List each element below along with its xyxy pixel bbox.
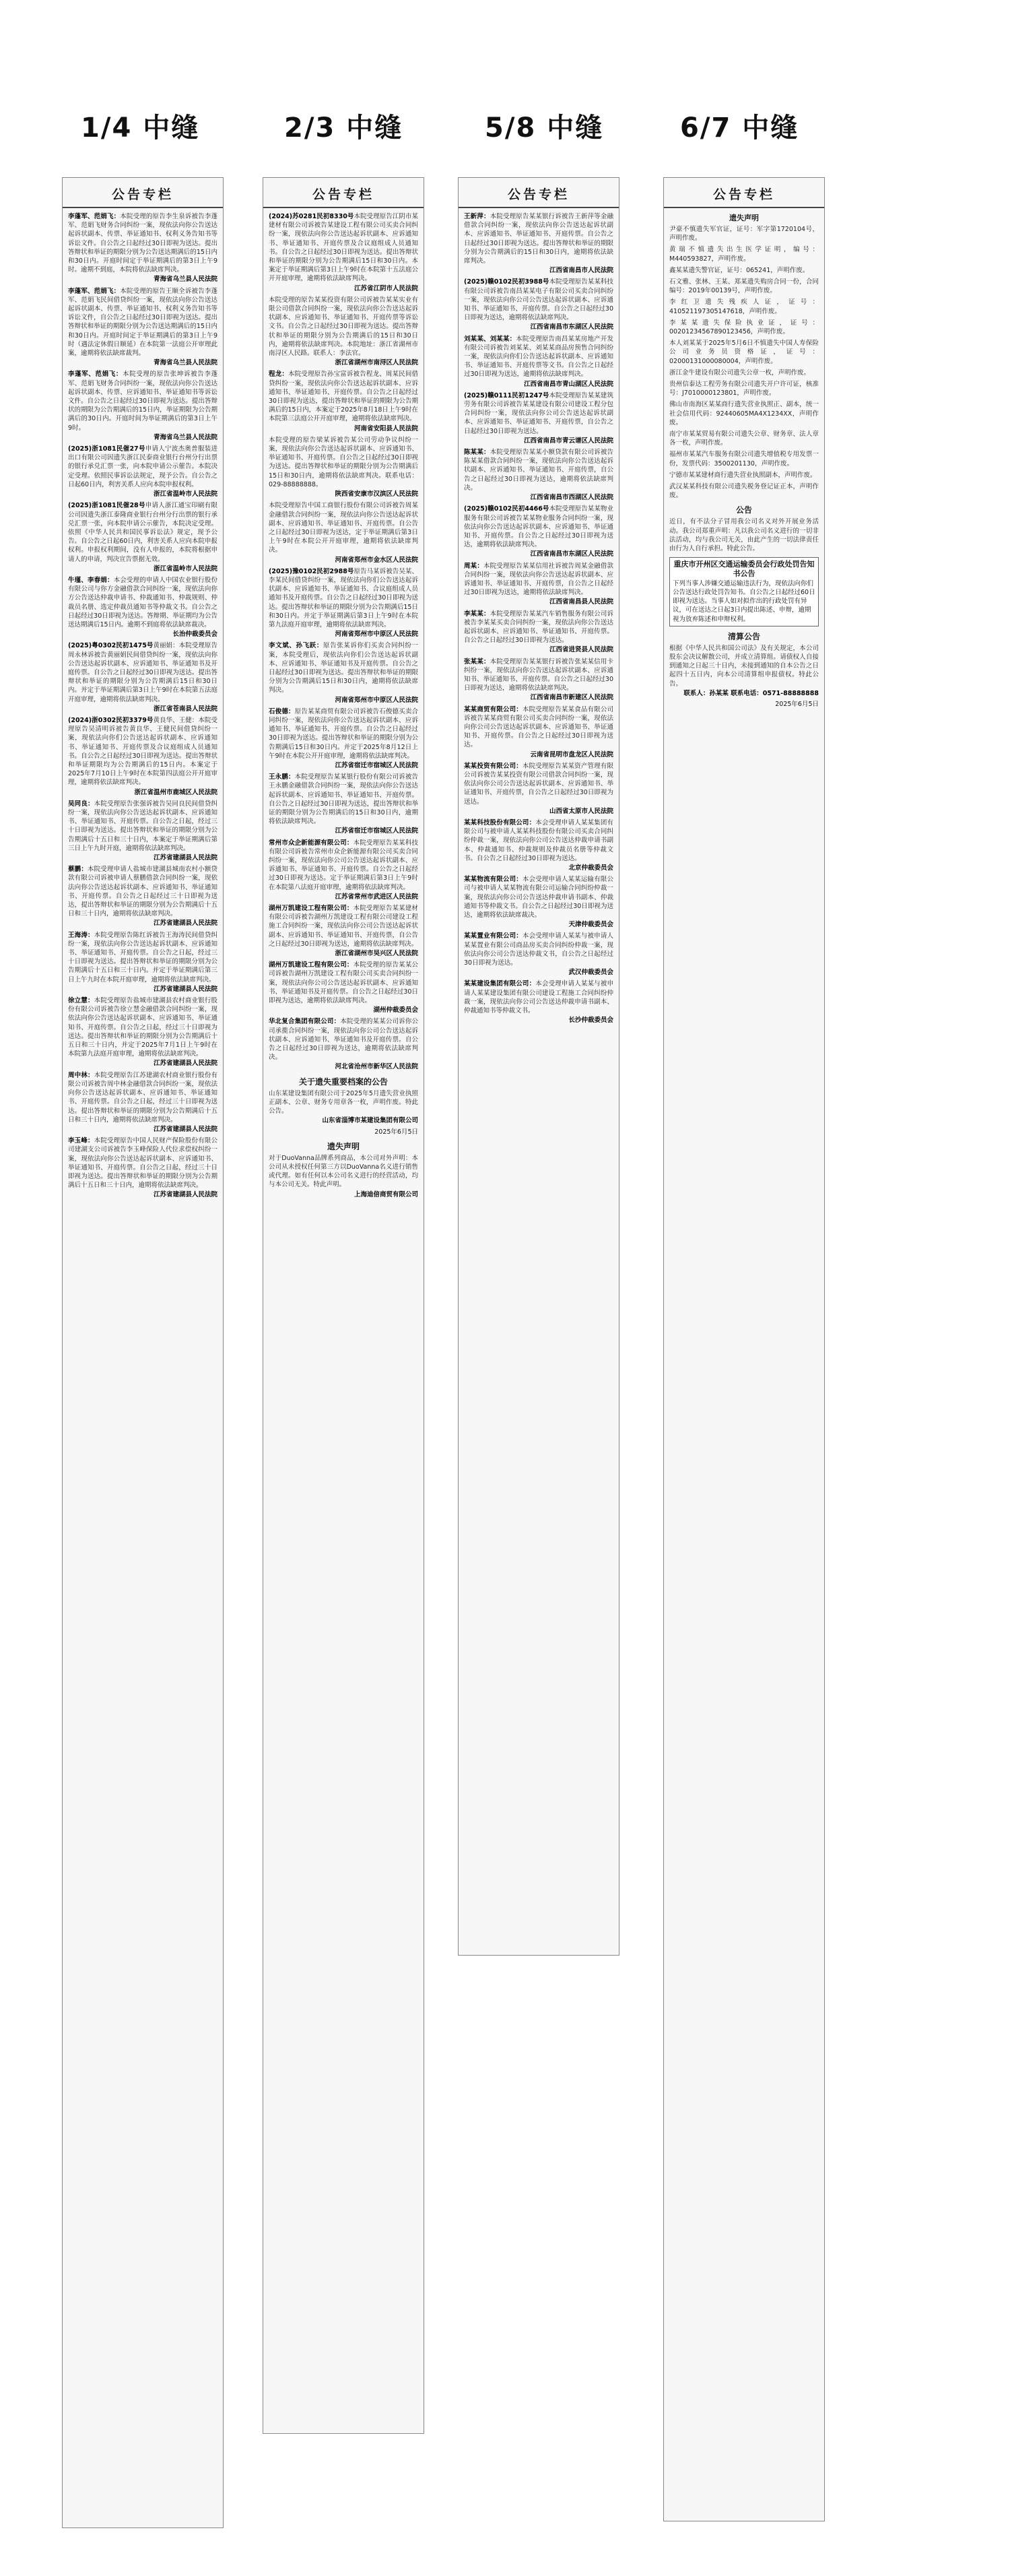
notice-signature: 陕西省安康市汉滨区人民法院: [335, 490, 418, 498]
notice-item: [669, 245, 819, 263]
notice-signature: 浙江省湖州市吴兴区人民法院: [335, 950, 418, 958]
notice-item: [269, 1017, 418, 1071]
notice-text: [269, 296, 418, 358]
notice-list: [669, 225, 819, 500]
declaration-body: 对于DuoVanna品牌系列商品，本公司对外声明：本公司从未授权任何第三方以DuoVanna名义进行销售或代理。如有任何以本公司名义进行的经营活动，均与本公司无关。特此声明。: [269, 1154, 418, 1189]
notice-signature: 江西省南昌市西湖区人民法院: [530, 494, 613, 502]
notice-title: (2025)赣0111民初1247号: [464, 391, 549, 399]
notice-item: [68, 865, 217, 928]
declaration-notice: [269, 1140, 418, 1199]
notice-text: [68, 576, 217, 629]
notice-item: [669, 278, 819, 295]
notice-body: 本院受理原告某某建筑劳务有限公司诉被告某某建设有限公司建设工程分包合同纠纷一案，现依法向你公司公告送达起诉状副本、应诉通知书、举证通知书、开庭传票，自公告之日起经过30日即视为送达。: [464, 391, 613, 435]
notice-title: 徐立慧：: [68, 997, 94, 1005]
special-notice-sign: 山东省淄博市某建设集团有限公司: [322, 1117, 418, 1125]
notice-list: [68, 212, 217, 1200]
notice-title: 湖州万凯建设工程有限公司：: [269, 961, 354, 969]
notice-signature: 青海省乌兰县人民法院: [153, 276, 217, 284]
notice-item: [269, 839, 418, 901]
notice-item: [68, 996, 217, 1068]
page-heading-4: 6/7 中缝: [680, 112, 799, 143]
notice-body: 本院受理原告某某物业服务有限公司诉被告某某物业服务合同纠纷一案，现依法向你公告送达起诉状副本、应诉通知书、举证通知书、开庭传票。自公告之日起经过30日即视为送达，逾期将依法缺席判决。: [464, 505, 613, 549]
notice-text: [669, 298, 819, 315]
notice-body: 原告张某诉你们买卖合同纠纷一案，本院受理后，现依法向你们公告送达起诉状副本、应诉通知书、举证通知书及开庭传票。自公告之日起经过30日即视为送达。提出答辩状和举证的期限分别为公告期满后15日和30日内，逾期将依法缺席判决。: [269, 642, 418, 695]
notice-body: 本院受理原告中国人民财产保险股份有限公司建湖支公司诉被告李玉峰保险人代位求偿权纠纷一案，现依法向你公告送达起诉状副本、应诉通知书、举证通知书、开庭传票。自公告之日起，经过三十日即视为送达。提出答辩状和举证的期限分别为公告期满后十五日和三十日内，逾期将依法缺席判决。: [68, 1137, 217, 1190]
declaration-title: 遗失声明: [327, 1141, 360, 1151]
notice-item: [669, 450, 819, 468]
notice-body: 福州市某某汽车服务有限公司遗失增值税专用发票一份，发票代码：3500201130，声明作废。: [669, 451, 819, 468]
notice-item: [464, 818, 613, 872]
notice-signature: 青海省乌兰县人民法院: [153, 433, 217, 441]
notice-text: [464, 562, 613, 598]
page-heading-1: 1/4 中缝: [81, 112, 200, 143]
notice-text: [68, 800, 217, 853]
notice-item: [669, 298, 819, 315]
notice-signature: 江苏省建湖县人民法院: [153, 1125, 217, 1133]
notice-text: [68, 716, 217, 787]
notice-body: 本院受理原告某某食品有限公司诉被告某某商贸有限公司买卖合同纠纷一案，现依法向你公司公告送达起诉状副本、应诉通知书、举证通知书、开庭传票。自公告之日起经过30日即视为送达。: [464, 705, 613, 749]
notice-title: (2024)浙0302民初3379号: [68, 716, 154, 724]
notice-signature: 云南省昆明市盘龙区人民法院: [530, 750, 613, 759]
notice-body: 贵州信泰达工程劳务有限公司遗失开户许可证，核准号：J7010000123801，声明作废。: [669, 381, 819, 397]
notice-signature: 浙江省湖州市南浔区人民法院: [335, 359, 418, 367]
notice-column-1: [62, 177, 224, 2528]
column-header: 公告专栏: [63, 182, 223, 208]
notice-title: 王永鹏：: [269, 773, 295, 781]
notice-item: [68, 501, 217, 573]
notice-item: [68, 287, 217, 368]
notice-body: 本院受理原告江苏建湖农村商业银行股份有限公司诉被告周中林金融借款合同纠纷一案，现依法向你公告送达起诉状副本、应诉通知书、举证通知书、开庭传票。自公告之日起，经过三十日即视为送达。提出答辩状和举证的期限分别为公告期满后十五日和三十日内，逾期将依法缺席判决。: [68, 1071, 217, 1124]
notice-body: 本会受理的申请人中国农业银行股份有限公司与你方金融借款合同纠纷一案，现依法向你方公告送达仲裁申请书、仲裁通知书、仲裁规则、仲裁员名册、选定仲裁员通知书等仲裁文书。自公告之日起经过30日即视为送达。答辩期、举证期均为公告送达期满后15日内。逾期不到庭将依法缺席裁决。: [68, 576, 217, 629]
notice-item: [464, 278, 613, 331]
notice-text: [464, 932, 613, 967]
special-notice-title: 关于遗失重要档案的公告: [298, 1076, 388, 1087]
notice-signature: 江苏省建湖县人民法院: [153, 854, 217, 862]
notice-body: 浙江金牛建设有限公司遗失公章一枚，声明作废。: [669, 368, 811, 377]
notice-title: 程龙：: [269, 371, 288, 379]
notice-item: [68, 641, 217, 713]
notice-title: 某某科技股份有限公司：: [464, 819, 536, 827]
notice-item: [669, 319, 819, 336]
notice-title: 李蓬军、范娟飞：: [68, 213, 121, 220]
notice-title: 李某某：: [464, 610, 490, 618]
notice-list: [269, 212, 418, 1072]
notice-body: 本院受理的原告张坤诉被告李蓬军、范娟飞财务合同纠纷一案，现依法向你公告送达起诉状副本、传票、应诉通知书、举证通知书等诉讼文件。自公告之日起经过30日即视为送达。提出答辩状的期限为公告期满后的15日内，举证期限为公告期满后的30日内。开庭时间为举证期满后的第3日上午9时。: [68, 371, 217, 432]
notice-item: [464, 335, 613, 389]
column-header: 公告专栏: [664, 182, 824, 208]
lost-notice-subhead: 遗失声明: [729, 214, 759, 222]
notice-item: [68, 1136, 217, 1199]
notice-body: 本院受理原告孙宝富诉被告程龙、周某民间借贷纠纷一案，现依法向你公告送达起诉状副本、应诉通知书、举证通知书、开庭传票。自公告之日起经过30日即视为送达，提出答辩状和举证的期限为公告期满后的15日内，本案定于2025年8月18日上午9时在本院第三法庭公开开庭审理，逾期将依法缺席判决。: [269, 371, 418, 423]
page-heading-2: 2/3 中缝: [284, 112, 403, 143]
notice-body: 黄良华、王健：本院受理原告吴清明诉被告黄良华、王健民间借贷纠纷一案，现依法向你们公告送达起诉状副本、应诉通知书、举证通知书、开庭传票及合议庭组成人员通知书。自公告之日起经过30日即视为送达。提出答辩状和举证期限均为公告期满后的15日内。本案定于2025年7月10日上午9时在本院第四法庭公开开庭审理，逾期将依法缺席判决。: [68, 716, 217, 787]
notice-body: 本院受理原告盐城市建湖县农村商业银行股份有限公司诉被告徐立慧金融借款合同纠纷一案，现依法向你公告送达起诉状副本、应诉通知书、举证通知书、开庭传票。自公告之日起，经过三十日即视为送达。提出答辩状和举证的期限分别为公告期满后十五日和三十日内，并定于2025年7月1日上午9时在本院第九法庭开庭审理，逾期将依法缺席判决。: [68, 997, 217, 1058]
notice-column-3: [458, 177, 619, 1956]
notice-body: 申请人宁波杰奥普服装进出口有限公司因遗失浙江民泰商业银行台州分行出票的银行承兑汇票一张，向本院申请公示催告。本院决定受理。依照民事诉讼法规定，现予公告。自公告之日起60日内，利害关系人应向本院申报权利。: [68, 445, 217, 488]
notice-text: [669, 278, 819, 295]
notice-signature: 江苏省宿迁市宿城区人民法院: [335, 827, 418, 835]
notice-item: [669, 339, 819, 366]
notice-text: [464, 657, 613, 693]
notice-body: 本院受理原告某某小额贷款有限公司诉被告陈某某借款合同纠纷一案，现依法向你公告送达起诉状副本、应诉通知书、举证通知书、开庭传票，自公告之日起经过30日即视为送达，逾期将依法缺席判决。: [464, 449, 613, 492]
notice-text: [464, 875, 613, 920]
notice-item: [269, 641, 418, 704]
notice-item: [68, 716, 217, 797]
notice-title: (2025)粤0302民初1475号: [68, 642, 154, 650]
notice-item: [269, 436, 418, 498]
notice-signature: 江苏省江阴市人民法院: [354, 284, 418, 292]
notice-item: [464, 979, 613, 1025]
notice-text: [68, 287, 217, 358]
notice-item: [669, 380, 819, 397]
notice-text: [464, 212, 613, 265]
notice-body: 本人刘某某于2025年5月6日不慎遗失中国人寿保险公司业务员资格证，证号：02000131000080004，声明作废。: [669, 340, 819, 365]
notice-text: [669, 430, 819, 447]
notice-title: 蔡鹏：: [68, 866, 88, 874]
announcement: [669, 504, 819, 553]
notice-item: [68, 931, 217, 994]
notice-signature: 江西省南昌市青山湖区人民法院: [523, 380, 613, 388]
notice-body: 石文雅、张林、王某、郑某遗失购房合同一份，合同编号：2019年00139号，声明作废。: [669, 278, 819, 295]
notice-body: 本会受理申请人某某运输有限公司与被申请人某某物流有限公司运输合同纠纷仲裁一案，现依法向你公司公告送达仲裁申请书副本、仲裁通知书等仲裁文书。自公告之日起经过30日即视为送达，逾期将依法缺席裁决。: [464, 876, 613, 920]
notice-item: [269, 296, 418, 368]
notice-signature: 河南省安阳县人民法院: [354, 424, 418, 432]
declaration-sign: 上海迪倍商贸有限公司: [354, 1190, 418, 1198]
notice-body: 本院受理原告某某信用社诉被告周某金融借款合同纠纷一案，现依法向你公告送达起诉状副本、应诉通知书、举证通知书、开庭传票，自公告之日起经过30日即视为送达，逾期将依法缺席判决。: [464, 562, 613, 597]
notice-title: 李蓬军、范娟飞：: [68, 287, 121, 295]
notice-body: 李某某遗失保险执业证，证号：00201234567890123456，声明作废。: [669, 319, 819, 336]
notice-item: [464, 505, 613, 558]
notice-title: (2025)赣0102民初4466号: [464, 505, 549, 513]
notice-signature: 山西省太原市人民法院: [549, 807, 613, 815]
notice-signature: 浙江省温岭市人民法院: [153, 565, 217, 573]
notice-body: 本院受理原告某某银行股份有限公司诉被告王永鹏金融借款合同纠纷一案，现依法向你公告送达起诉状副本、应诉通知书、举证通知书、开庭传票。自公告之日起经过30日即视为送达，提出答辩状和举证的期限分别为公告期满后的15日和30日内，逾期将依法缺席判决。: [269, 773, 418, 826]
notice-body: 本院受理原告某某资产管理有限公司诉被告某某投资有限公司借款合同纠纷一案，现依法向你公司公告送达起诉状副本、应诉通知书、举证通知书、开庭传票，自公告之日起经过30日即视为送达。: [464, 762, 613, 806]
notice-item: [269, 567, 418, 639]
notice-text: [269, 567, 418, 629]
notice-signature: 长治仲裁委员会: [172, 631, 217, 639]
notice-signature: 江苏省建湖县人民法院: [153, 985, 217, 993]
notice-text: [269, 641, 418, 695]
notice-body: 本院受理原告江阴市某建材有限公司诉被告某建设工程有限公司买卖合同纠纷一案，现依法向你公告送达起诉状副本、应诉通知书、举证通知书、开庭传票及合议庭组成人员通知书。自公告之日起经过30日即视为送达。提出答辩状和举证的期限分别为公告期满后15日和30日内。本案定于举证期满后第3日上午9时在本院第十五法庭公开开庭审理，逾期将依法缺席判决。: [269, 213, 418, 283]
notice-signature: 浙江省温州市鹿城区人民法院: [134, 788, 217, 796]
special-notice: [269, 1076, 418, 1136]
notice-text: [464, 505, 613, 549]
notice-text: [269, 370, 418, 423]
notice-item: [68, 800, 217, 862]
notice-title: 王新萍：: [464, 213, 490, 220]
notice-title: 某某置业有限公司：: [464, 932, 523, 940]
notice-signature: 河南省郑州市中原区人民法院: [335, 696, 418, 704]
notice-title: (2025)浙1081民催27号: [68, 445, 145, 453]
notice-body: 黄瑞不慎遗失出生医学证明，编号：M440593827，声明作废。: [669, 246, 819, 263]
notice-item: [464, 610, 613, 655]
notice-item: [68, 370, 217, 442]
notice-title: 湖州万凯建设工程有限公司：: [269, 905, 354, 913]
notice-signature: 青海省乌兰县人民法院: [153, 359, 217, 367]
notice-title: 王海涛：: [68, 931, 94, 939]
notice-item: [269, 773, 418, 835]
notice-text: [669, 471, 819, 480]
notice-item: [269, 904, 418, 958]
notice-body: 本院受理的某某公司诉你公司承揽合同纠纷一案，现依法向你公司公告送达起诉状副本、应诉通知书、举证通知书及开庭传票。自公告之日起经过30日即视为送达，逾期将依法缺席判决。: [269, 1018, 418, 1062]
notice-body: 本院受理原告南昌某某房地产开发有限公司诉被告刘某某、刘某某商品房预售合同纠纷一案，现依法向你们公告送达起诉状副本、应诉通知书、举证通知书、开庭传票等文书。自公告之日起经过30日即视为送达，逾期将依法缺席判决。: [464, 335, 613, 379]
notice-item: [669, 482, 819, 500]
notice-body: 本院受理的原告梁某诉被告某公司劳动争议纠纷一案，现依法向你公告送达起诉状副本、应诉通知书、举证通知书、开庭传票。自公告之日起经过30日即视为送达。提出答辩状和举证的期限分别为公告期满后15日和30日内，逾期将依法缺席判决。联系电话：029-88888888。: [269, 436, 418, 488]
page-heading-3: 5/8 中缝: [485, 112, 604, 143]
liquidation-date: 2025年6月5日: [775, 700, 819, 708]
liquidation-sign: 联系人：孙某某 联系电话：0571-88888888: [683, 689, 819, 697]
liquidation-body: 根据《中华人民共和国公司法》及有关规定，本公司股东会决议解散公司，并成立清算组。请债权人自接到通知之日起三十日内，未接到通知的自本公告之日起四十五日内，向本公司清算组申报债权。特此公告。: [669, 644, 819, 688]
notice-body: 本院受理原告张强诉被告吴同良民间借贷纠纷一案，现依法向你公告送达起诉状副本、应诉通知书、举证通知书、开庭传票。自公告之日起，经过三十日即视为送达。提出答辩状和举证的期限分别为公告期满后十五日和三十日内，本案定于举证期满后第三日上午九时开庭，逾期将依法缺席判决。: [68, 800, 217, 852]
announcement-body: 近日，有不法分子冒用我公司名义对外开展业务活动。我公司郑重声明：凡以我公司名义进行的一切非法活动，均与我公司无关，由此产生的一切法律责任由行为人自行承担。特此公告。: [669, 518, 819, 553]
notice-signature: 江西省南昌市新建区人民法院: [530, 694, 613, 702]
notice-item: [464, 705, 613, 759]
notice-body: 本院受理的原告某某公司诉被告湖州万凯建设工程有限公司买卖合同纠纷一案，现依法向你公司公告送达起诉状副本、应诉通知书、举证通知书及开庭传票。自公告之日起经过30日即视为送达，逾期将依法缺席判决。: [269, 961, 418, 1005]
notice-item: [68, 212, 217, 284]
notice-text: [669, 380, 819, 397]
notice-title: 石俊德：: [269, 707, 295, 715]
notice-title: 李文斌、孙飞跃：: [269, 642, 323, 650]
notice-body: 李红卫遗失残疾人证，证号：410521197305147618，声明作废。: [669, 298, 819, 315]
notice-signature: 江西省南昌市青云谱区人民法院: [523, 437, 613, 445]
notice-title: 华北复合集团有限公司：: [269, 1018, 341, 1026]
notice-text: [669, 450, 819, 468]
notice-text: [269, 707, 418, 761]
notice-title: (2025)浙1081民催28号: [68, 502, 145, 510]
notice-text: [669, 245, 819, 263]
notice-text: [68, 212, 217, 274]
announcement-title: 公告: [735, 505, 752, 515]
notice-title: 张某某：: [464, 657, 490, 666]
notice-text: [68, 370, 217, 432]
notice-signature: 河南省郑州市金水区人民法院: [335, 556, 418, 564]
notice-signature: 河南省郑州市中原区人民法院: [335, 631, 418, 639]
notice-body: 本院受理原告某某科技有限公司诉被告常州市众企新能源有限公司买卖合同纠纷一案，现依法向你公司公告送达起诉状副本、应诉通知书、举证通知书、开庭传票。自公告之日起经过30日即视为送达。定于举证期满后第3日上午9时在本院第八法庭开庭审理，逾期将依法缺席判决。: [269, 839, 418, 891]
notice-item: [464, 212, 613, 275]
notice-body: 黄丽娟：本院受理原告周永林诉被告黄丽娟民间借贷纠纷一案，现依法向你公告送达起诉状副本、应诉通知书、举证通知书及开庭传票。自公告之日起经过30日即视为送达。提出答辩状和举证的期限分别为公告期满后15日和30日内。并定于举证期满后第3日上午9时在本院第五法庭开庭审理，逾期将依法缺席判决。: [68, 642, 217, 703]
notice-item: [464, 562, 613, 607]
notice-body: 宁德市某某建材商行遗失营业执照副本，声明作废。: [669, 471, 817, 479]
notice-text: [269, 212, 418, 284]
notice-item: [669, 430, 819, 447]
notice-text: [68, 865, 217, 918]
notice-text: [68, 996, 217, 1058]
notice-column-4: [663, 177, 825, 2521]
notice-signature: 江西省南昌市东湖区人民法院: [530, 323, 613, 331]
notice-text: [669, 319, 819, 336]
notice-item: [68, 445, 217, 498]
notice-item: [269, 501, 418, 564]
notice-body: 本院受理原告某某银行诉被告王新萍等金融借款合同纠纷一案，现依法向你公告送达起诉状副本、应诉通知书、举证通知书、开庭传票。自公告之日起经过30日即视为送达。提出答辩状和举证的期限分别为公告期满后的15日和30日内，逾期将依法缺席判决。: [464, 213, 613, 265]
notice-signature: 长沙仲裁委员会: [568, 1017, 613, 1025]
notice-text: [464, 278, 613, 322]
notice-text: [269, 904, 418, 948]
boxed-notice: [669, 557, 819, 626]
notice-item: [669, 471, 819, 480]
notice-title: (2024)苏0281民初8330号: [269, 213, 354, 220]
notice-body: 本院受理原告某某银行诉被告张某某信用卡纠纷一案，现依法向你公告送达起诉状副本、应诉通知书、举证通知书、开庭传票。自公告之日起经过30日即视为送达，逾期将依法缺席判决。: [464, 657, 613, 693]
notice-title: (2025)豫0102民初2988号: [269, 567, 354, 575]
notice-body: 鑫某某遗失警官证，证号：065241，声明作废。: [669, 266, 809, 274]
notice-signature: 江西省南昌市人民法院: [549, 267, 613, 275]
notice-item: [669, 225, 819, 243]
notice-body: 南宁市某某贸易有限公司遗失公章、财务章、法人章各一枚，声明作废。: [669, 430, 819, 447]
notice-title: 某某商贸有限公司：: [464, 705, 523, 713]
notice-item: [464, 762, 613, 816]
notice-item: [464, 391, 613, 445]
notice-title: 陈某某：: [464, 449, 490, 457]
notice-item: [464, 875, 613, 929]
notice-column-2: [263, 177, 424, 2434]
notice-item: [669, 368, 819, 377]
notice-body: 本院受理申请人盐城市建湖县城南农村小额贷款有限公司诉被申请人蔡鹏借款合同纠纷一案，现依法向你公告送达起诉状副本、应诉通知书、举证通知书、开庭传票。自公告之日起经过三十日即视为送达，提出答辩状和举证的期限分别为公告期满后十五日和三十日内，逾期将依法缺席判决。: [68, 866, 217, 918]
notice-signature: 江苏省建湖县人民法院: [153, 920, 217, 928]
notice-signature: 天津仲裁委员会: [568, 921, 613, 929]
notice-title: 周中林：: [68, 1071, 94, 1079]
notice-item: [269, 370, 418, 432]
notice-item: [68, 1071, 217, 1134]
notice-signature: 河北省沧州市新华区人民法院: [335, 1063, 418, 1071]
notice-body: 佛山市南海区某某商行遗失营业执照正、副本，统一社会信用代码：92440605MA4X1234XX，声明作废。: [669, 401, 819, 426]
notice-item: [269, 961, 418, 1015]
notice-body: 本会受理申请人某某集团有限公司与被申请人某某科技股份有限公司买卖合同纠纷仲裁一案，现依法向你公司公告送达仲裁申请书副本、仲裁通知书、仲裁规则及仲裁员名册等仲裁文书。自公告之日起经过30日即视为送达。: [464, 819, 613, 862]
notice-signature: 江西省进贤县人民法院: [549, 646, 613, 654]
notice-item: [669, 400, 819, 427]
notice-title: 吴同良：: [68, 800, 94, 808]
notice-title: 李蓬军、范娟飞：: [68, 371, 123, 379]
notice-body: 尹豪不慎遗失军官证，证号：军字第1720104号，声明作废。: [669, 226, 819, 243]
notice-item: [269, 707, 418, 770]
notice-text: [269, 1017, 418, 1062]
notice-list: [464, 212, 613, 1025]
notice-text: [68, 931, 217, 984]
notice-body: 本会受理申请人某某与被申请人某某置业有限公司商品房买卖合同纠纷仲裁一案，现依法向你公司公告送达仲裁文书，自公告之日起经过30日即视为送达。: [464, 932, 613, 967]
notice-item: [464, 448, 613, 502]
notice-text: [269, 839, 418, 892]
notice-body: 本院受理原告某某科技有限公司诉被告南昌某某电子有限公司买卖合同纠纷一案，现依法向你公司公告送达起诉状副本、应诉通知书、举证通知书、开庭传票。自公告之日起经过30日即视为送达，逾期将依法缺席判决。: [464, 278, 613, 322]
notice-title: 常州市众企新能源有限公司：: [269, 839, 354, 847]
notice-title: 刘某某、刘某某：: [464, 335, 516, 343]
notice-signature: 江苏省宿迁市宿城区人民法院: [335, 761, 418, 769]
notice-body: 原告某某商贸有限公司诉被告石俊德买卖合同纠纷一案，现依法向你公告送达起诉状副本、应诉通知书、举证通知书、开庭传票。自公告之日起经过30日即视为送达。提出答辩状和举证的期限分别为公告期满后15日和30日内。并定于2025年8月12日上午9时在本院公开开庭审理，逾期将依法缺席判决。: [269, 707, 418, 760]
notice-title: 某某投资有限公司：: [464, 762, 523, 770]
notice-signature: 湖州仲裁委员会: [373, 1006, 418, 1015]
notice-body: 申请人浙江通宝印刷有限公司因遗失浙江泰隆商业银行台州分行出票的银行承兑汇票一张，向本院申请公示催告，本院决定受理。依照《中华人民共和国民事诉讼法》规定，现予公告。自公告之日起60日内，利害关系人应向本院申报权利。申报权利期间，没有人申报的，本院将根据申请人的申请，判决宣告票据无效。: [68, 502, 217, 563]
special-notice-date: 2025年6月5日: [374, 1128, 418, 1136]
notice-text: [464, 448, 613, 492]
notice-text: [68, 445, 217, 489]
notice-text: [669, 266, 819, 275]
notice-signature: 江西省南昌市东湖区人民法院: [530, 550, 613, 558]
column-header: 公告专栏: [263, 182, 424, 208]
liquidation-notice: [669, 631, 819, 709]
notice-signature: 江苏省建湖县人民法院: [153, 1191, 217, 1199]
notice-text: [669, 482, 819, 500]
notice-body: 本会受理申请人某某与被申请人某某建设集团有限公司建设工程施工合同纠纷仲裁一案，现依法向你公司公告送达仲裁申请书副本、仲裁通知书等仲裁文书。: [464, 980, 613, 1015]
notice-title: 某某物流有限公司：: [464, 876, 523, 884]
special-notice-body: 山东某建设集团有限公司于2025年5月遗失营业执照正副本、公章、财务专用章各一枚，声明作废。特此公告。: [269, 1089, 418, 1116]
liquidation-title: 清算公告: [727, 631, 760, 641]
column-header: 公告专栏: [459, 182, 619, 208]
boxed-notice-title: 重庆市开州区交通运输委员会行政处罚告知书公告: [673, 560, 815, 578]
notice-body: 本院受理的原告李生泉诉被告李蓬军、范娟飞财务合同纠纷一案，现依法向你公告送达起诉状副本、传票、举证通知书、权利义务告知书等诉讼文件。自公告之日起经过30日即视为送达。提出答辩状和举证的期限分别为公告送达期满后的15日内和30日内。开庭时间定于举证期满后的第3日上午9时。逾期不到庭，本院将依法缺席判决。: [68, 213, 217, 274]
notice-body: 本院受理的原告王顺全诉被告李蓬军、范娟飞民间借贷纠纷一案，现依法向你公告送达起诉状副本、传票、举证通知书、权利义务告知书等诉讼文件，自公告之日起经过30日即视为送达。提出答辩状和举证的期限分别为公告送达期满后的15日内和30日内。开庭时间定于举证期满后的第3日上午9时（遇法定休假日顺延）在本院第一法庭公开审理此案，逾期将依法缺席裁判。: [68, 287, 217, 358]
notice-body: 本院受理原告某某汽车销售服务有限公司诉被告李某某买卖合同纠纷一案，现依法向你公告送达起诉状副本、应诉通知书、举证通知书、开庭传票。自公告之日起经过30日即视为送达。: [464, 610, 613, 645]
notice-body: 本院受理原告中国工商银行股份有限公司诉被告周某金融借款合同纠纷一案，现依法向你公告送达起诉状副本、应诉通知书、举证通知书、开庭传票。自公告之日起经过30日即视为送达，定于举证期满后第3日上午9时在本院公开开庭审理，逾期将依法缺席判决。: [269, 502, 418, 554]
notice-signature: 武汉仲裁委员会: [568, 969, 613, 977]
boxed-notice-body: 下列当事人涉嫌交通运输违法行为，现依法向你们公告送达行政处罚告知书。自公告之日起经过60日即视为送达。当事人如对拟作出的行政处罚有异议，可在送达之日起3日内提出陈述、申辩，逾期视为放弃陈述和申辩权利。: [673, 579, 815, 623]
notice-signature: 江西省南昌县人民法院: [549, 598, 613, 606]
notice-item: [464, 657, 613, 703]
notice-title: (2025)赣0102民初3988号: [464, 278, 549, 286]
notice-text: [669, 339, 819, 366]
notice-text: [269, 961, 418, 1005]
notice-body: 原告马某诉被告吴某、李某民间借贷纠纷一案，现依法向你们公告送达起诉状副本、应诉通知书、举证通知书、合议庭组成人员通知书及开庭传票。自公告之日起经过30日即视为送达。提出答辩状和举证的期限分别为公告期满后15日和30日内。并定于举证期满后第3日上午9时在本院第九法庭开庭审理，逾期将依法缺席判决。: [269, 567, 418, 629]
notice-signature: 北京仲裁委员会: [568, 864, 613, 872]
notice-item: [669, 266, 819, 275]
notice-text: [68, 1071, 217, 1124]
notice-text: [669, 225, 819, 243]
notice-text: [269, 773, 418, 826]
notice-body: 武汉某某科技有限公司遗失税务登记证正本，声明作废。: [669, 483, 819, 500]
notice-item: [68, 576, 217, 639]
notice-text: [68, 641, 217, 703]
notice-signature: 江苏省建湖县人民法院: [153, 1060, 217, 1068]
notice-text: [464, 979, 613, 1015]
notice-text: [464, 762, 613, 806]
notice-item: [464, 932, 613, 977]
notice-body: 本院受理原告陈红诉被告王海涛民间借贷纠纷一案，现依法向你公告送达起诉状副本、应诉通知书、举证通知书、开庭传票。自公告之日起，经过三十日即视为送达。提出答辩状和举证的期限分别为公告期满后十五日和三十日内。并定于举证期满后第三日上午九时在本院开庭审理，逾期将依法缺席判决。: [68, 931, 217, 984]
notice-signature: 浙江省温岭市人民法院: [153, 490, 217, 498]
notice-text: [464, 818, 613, 863]
notice-title: 周某：: [464, 562, 483, 570]
notice-text: [269, 436, 418, 489]
notice-title: 李玉峰：: [68, 1137, 94, 1145]
notice-title: 牛瑾、李春娟：: [68, 576, 114, 584]
notice-title: 某某建设集团有限公司：: [464, 980, 536, 988]
notice-body: 本院受理的原告某某投资有限公司诉被告某某实业有限公司借款合同纠纷一案，现依法向你公告送达起诉状副本、应诉通知书、举证通知书、开庭传票等诉讼文书。自公告之日起经过30日即视为送达。提出答辩状和举证的期限分别为公告期满后的15日和30日内，逾期将依法缺席判决。本院地址：浙江省湖州市南浔区人民路。联系人：李法官。: [269, 296, 418, 358]
notice-text: [464, 391, 613, 436]
notice-signature: 浙江省苍南县人民法院: [153, 705, 217, 713]
notice-body: 本院受理原告某某建材有限公司诉被告湖州万凯建设工程有限公司建设工程施工合同纠纷一案，现依法向你公司公告送达起诉状副本、应诉通知书、举证通知书、开庭传票，自公告之日起经过30日即视为送达，逾期将依法缺席判决。: [269, 905, 418, 948]
notice-text: [269, 501, 418, 554]
notice-text: [68, 501, 217, 563]
notice-text: [464, 610, 613, 645]
notice-text: [669, 400, 819, 427]
notice-text: [669, 368, 819, 377]
notice-item: [269, 212, 418, 293]
notice-signature: 江苏省常州市武进区人民法院: [335, 893, 418, 901]
notice-text: [464, 705, 613, 750]
notice-text: [68, 1136, 217, 1190]
notice-text: [464, 335, 613, 379]
